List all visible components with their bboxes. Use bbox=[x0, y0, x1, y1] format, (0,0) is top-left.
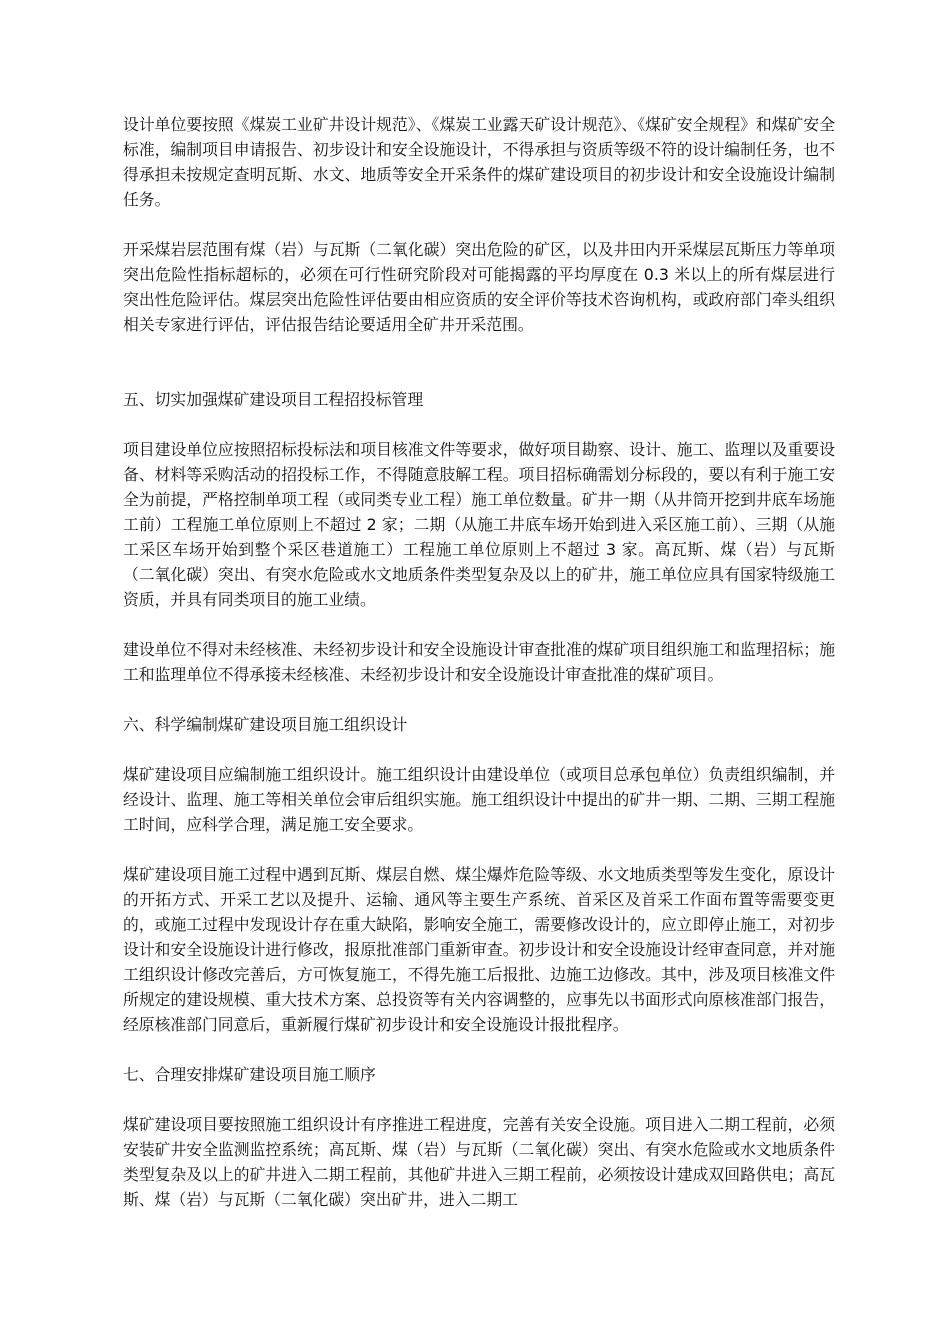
paragraph-construction-organization-design: 煤矿建设项目应编制施工组织设计。施工组织设计由建设单位（或项目总承包单位）负责组织编制，并经设计、监理、施工等相关单位会审后组织实施。施工组织设计中提出的矿井一期、二期、三期工程施工时间，应科学合理，满足施工安全要求。 bbox=[123, 765, 835, 834]
paragraph-construction-sequence: 煤矿建设项目要按照施工组织设计有序推进工程进度，完善有关安全设施。项目进入二期工程前，必须安装矿井安全监测监控系统；高瓦斯、煤（岩）与瓦斯（二氧化碳）突出、有突水危险或水文地质条件类型复杂及以上的矿井进入二期工程前，其他矿井进入三期工程前，必须按设计建成双回路供电；高瓦斯、煤（岩）与瓦斯（二氧化碳）突出矿井，进入二期工 bbox=[123, 1115, 835, 1209]
document-page bbox=[123, 112, 835, 1212]
paragraph-bidding-prohibitions: 建设单位不得对未经核准、未经初步设计和安全设施设计审查批准的煤矿项目组织施工和监理招标；施工和监理单位不得承接未经核准、未经初步设计和安全设施设计审查批准的煤矿项目。 bbox=[123, 640, 835, 684]
paragraph-design-unit-requirements: 设计单位要按照《煤炭工业矿井设计规范》、《煤炭工业露天矿设计规范》、《煤矿安全规程》和煤矿安全标准，编制项目申请报告、初步设计和安全设施设计，不得承担与资质等级不符的设计编制任务，也不得承担未按规定查明瓦斯、水文、地质等安全开采条件的煤矿建设项目的初步设计和安全设施设计编制任务。 bbox=[123, 115, 835, 209]
paragraph-outburst-risk-assessment: 开采煤岩层范围有煤（岩）与瓦斯（二氧化碳）突出危险的矿区，以及井田内开采煤层瓦斯压力等单项突出危险性指标超标的，必须在可行性研究阶段对可能揭露的平均厚度在 0.3 米以上的所有煤层进行突出性危险评估。煤层突出危险性评估要由相应资质的安全评价等技术咨询机构，或政府部门牵头组织相关专家进行评估，评估报告结论要适用全矿井开采范围。 bbox=[123, 240, 835, 334]
section-heading-5: 五、切实加强煤矿建设项目工程招投标管理 bbox=[123, 390, 424, 409]
paragraph-design-change-procedure: 煤矿建设项目施工过程中遇到瓦斯、煤层自燃、煤尘爆炸危险等级、水文地质类型等发生变化，原设计的开拓方式、开采工艺以及提升、运输、通风等主要生产系统、首采区及首采工作面布置等需要变更的，或施工过程中发现设计存在重大缺陷，影响安全施工，需要修改设计的，应立即停止施工，对初步设计和安全设施设计进行修改，报原批准部门重新审查。初步设计和安全设施设计经审查同意，并对施工组织设计修改完善后，方可恢复施工，不得先施工后报批、边施工边修改。其中，涉及项目核准文件所规定的建设规模、重大技术方案、总投资等有关内容调整的，应事先以书面形式向原核准部门报告，经原核准部门同意后，重新履行煤矿初步设计和安全设施设计报批程序。 bbox=[123, 865, 835, 1034]
section-heading-6: 六、科学编制煤矿建设项目施工组织设计 bbox=[123, 715, 408, 734]
section-heading-7: 七、合理安排煤矿建设项目施工顺序 bbox=[123, 1065, 376, 1084]
paragraph-bidding-requirements: 项目建设单位应按照招标投标法和项目核准文件等要求，做好项目勘察、设计、施工、监理以及重要设备、材料等采购活动的招投标工作，不得随意肢解工程。项目招标确需划分标段的，要以有利于施工安全为前提，严格控制单项工程（或同类专业工程）施工单位数量。矿井一期（从井筒开挖到井底车场施工前）工程施工单位原则上不超过 2 家；二期（从施工井底车场开始到进入采区施工前）、三期（从施工采区车场开始到整个采区巷道施工）工程施工单位原则上不超过 3 家。高瓦斯、煤（岩）与瓦斯（二氧化碳）突出、有突水危险或水文地质条件类型复杂及以上的矿井，施工单位应具有国家特级施工资质，并具有同类项目的施工业绩。 bbox=[123, 440, 835, 609]
